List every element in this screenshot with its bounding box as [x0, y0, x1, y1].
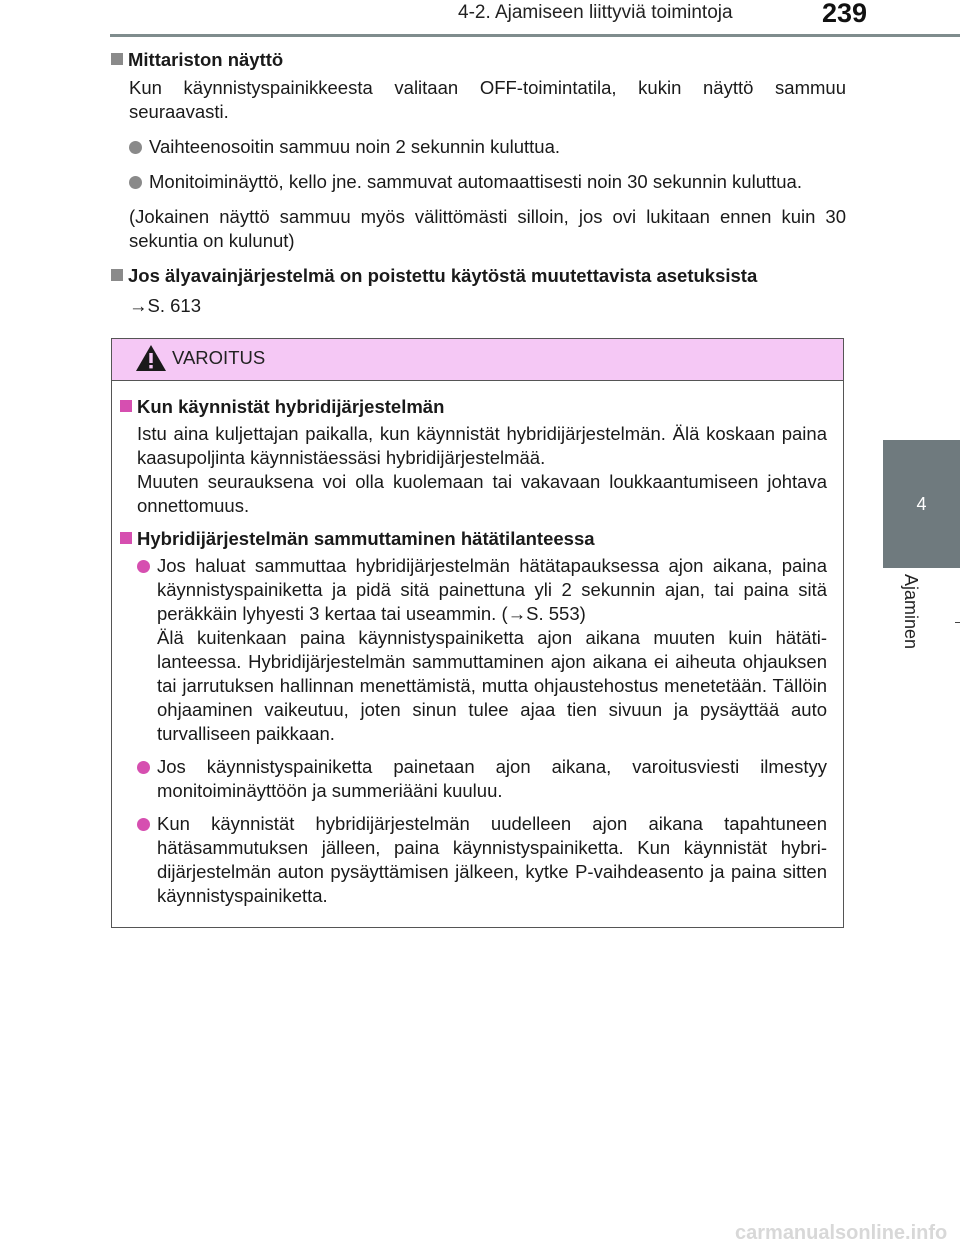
- warning-header: [112, 339, 843, 381]
- list-item: [149, 170, 846, 194]
- round-bullet-icon: [129, 176, 142, 189]
- paragraph-meter-intro: Kun käynnistyspainikkeesta valitaan OFF-toimintatila, kukin näyttö sammuu seuraavasti.: [129, 77, 846, 122]
- round-bullet-icon: [137, 818, 150, 831]
- warning-body: [112, 381, 843, 908]
- main-content: [111, 48, 846, 329]
- chapter-tab[interactable]: [883, 440, 960, 568]
- warning-heading-emergency: [120, 527, 827, 551]
- section-title: 4-2. Ajamiseen liittyviä toimintoja: [458, 2, 733, 23]
- list-item: [157, 554, 827, 626]
- heading-meter-text: Mittariston näyttö: [128, 49, 284, 70]
- warning-paragraph: Muuten seurauksena voi olla kuolemaan tai vakavaan loukkaantumiseen johtava onnettomuus.: [137, 471, 827, 516]
- page-number: 239: [822, 0, 868, 28]
- chapter-number: 4: [916, 493, 927, 514]
- heading-smartkey-text: Jos älyavainjärjestelmä on poistettu käytöstä muutettavista asetuksista: [128, 265, 758, 286]
- list-item-text: Vaihteenosoitin sammuu noin 2 sekunnin kuluttua.: [149, 136, 561, 157]
- round-bullet-icon: [137, 560, 150, 573]
- square-bullet-icon: [120, 400, 132, 412]
- warning-box: [111, 338, 844, 928]
- list-item-continuation: Älä kuitenkaan paina käynnistyspainiketta ajon aikana muuten kuin hätäti-lanteessa. Hybridijärjestelmän sammuttaminen ajon aikana ei aiheuta ohjauksen tai jarrutuksen hallinnan menettämistä, mutta ohjaustehostus menetetään. Tällöin ohjaaminen vaikeutuu, joten sinun tulee ajaa tien sivuun ja pysäyttää auto turvalliseen paikkaan.: [157, 627, 827, 744]
- chapter-label: Ajaminen: [901, 574, 921, 650]
- page-reference-link[interactable]: →S. 613: [129, 295, 201, 316]
- paragraph-meter-note: (Jokainen näyttö sammuu myös välittömästi silloin, jos ovi lukitaan ennen kuin 30 sekuntia on kulunut): [129, 206, 846, 251]
- list-item-text: Jos käynnistyspainiketta painetaan ajon aikana, varoitusviesti ilmestyy monitoiminäyttöön ja summeriääni kuuluu.: [157, 756, 827, 801]
- warning-paragraph: Istu aina kuljettajan paikalla, kun käynnistät hybridijärjestelmän. Älä koskaan paina kaasupoljinta käynnistäessäsi hybridijärjestelmää.: [137, 423, 827, 468]
- heading-meter: [111, 48, 846, 72]
- square-bullet-icon: [120, 532, 132, 544]
- warning-heading-start: [120, 395, 827, 419]
- list-item: [157, 755, 827, 803]
- chapter-tick: [955, 622, 960, 623]
- heading-smartkey: [111, 264, 846, 288]
- round-bullet-icon: [129, 141, 142, 154]
- warning-heading-emergency-text: Hybridijärjestelmän sammuttaminen hätätilanteessa: [137, 528, 595, 549]
- list-item-text: Kun käynnistät hybridijärjestelmän uudelleen ajon aikana tapahtuneen hätäsammutuksen jälleen, paina käynnistyspainiketta. Kun käynnistät hybri-dijärjestelmän auton pysäyttämisen jälkeen, kytke P-vaihdeasento ja paina sitten käynnistyspainiketta.: [157, 813, 827, 906]
- list-item: [157, 812, 827, 908]
- watermark: carmanualsonline.info: [735, 1222, 948, 1244]
- list-item-text: Jos haluat sammuttaa hybridijärjestelmän hätätapauksessa ajon aikana, paina käynnistyspainiketta ja pidä sitä painettuna yli 2 sekunnin ajan, tai paina sitä peräkkäin lyhyesti 3 kertaa tai useammin. (→S. 553): [157, 555, 827, 624]
- warning-title: VAROITUS: [172, 347, 266, 368]
- square-bullet-icon: [111, 269, 123, 281]
- header-divider: [110, 34, 960, 37]
- round-bullet-icon: [137, 761, 150, 774]
- warning-heading-start-text: Kun käynnistät hybridijärjestelmän: [137, 396, 445, 417]
- list-item-text: Monitoiminäyttö, kello jne. sammuvat automaattisesti noin 30 sekunnin kuluttua.: [149, 171, 802, 192]
- square-bullet-icon: [111, 53, 123, 65]
- list-item: [149, 135, 846, 159]
- warning-triangle-icon: [134, 343, 168, 373]
